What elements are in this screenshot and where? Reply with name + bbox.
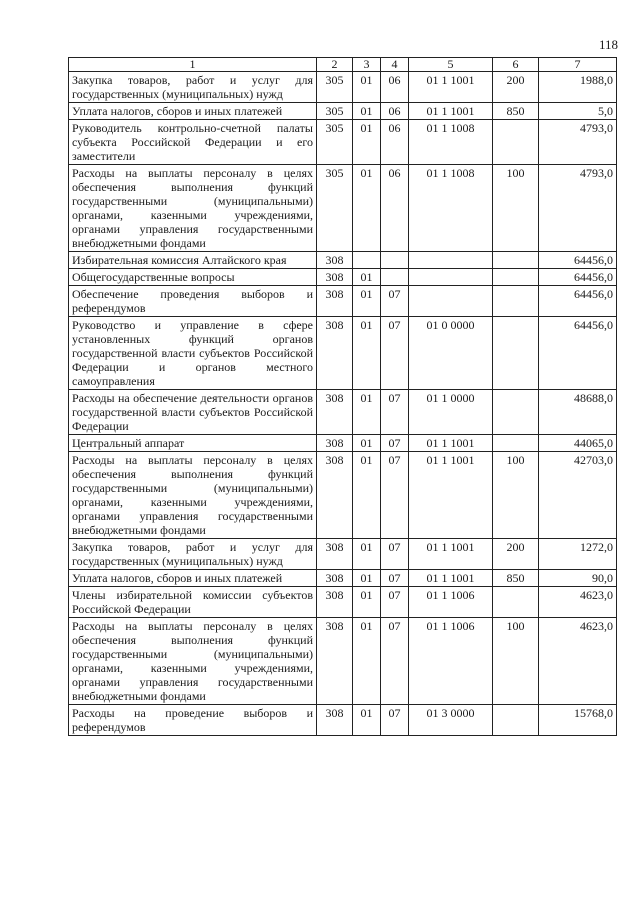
cell-expense-type	[493, 587, 539, 618]
cell-expense-type: 200	[493, 72, 539, 103]
cell-section-code: 01	[353, 120, 381, 165]
cell-amount: 64456,0	[539, 317, 617, 390]
cell-item-name: Расходы на выплаты персоналу в целях обеспечения выполнения функций государственными (муниципальными) органами, казенными учреждениями, органами управления государственными внебюджетными фондами	[69, 618, 317, 705]
cell-target-article: 01 1 0000	[409, 390, 493, 435]
cell-ministry-code: 305	[317, 103, 353, 120]
cell-target-article: 01 0 0000	[409, 317, 493, 390]
header-col-2: 2	[317, 58, 353, 72]
cell-expense-type: 850	[493, 570, 539, 587]
cell-subsection-code: 07	[381, 435, 409, 452]
cell-ministry-code: 308	[317, 618, 353, 705]
header-col-4: 4	[381, 58, 409, 72]
cell-expense-type	[493, 286, 539, 317]
cell-section-code: 01	[353, 452, 381, 539]
cell-amount: 64456,0	[539, 269, 617, 286]
cell-section-code: 01	[353, 269, 381, 286]
cell-target-article: 01 1 1001	[409, 570, 493, 587]
table-row	[69, 103, 617, 120]
cell-subsection-code: 07	[381, 539, 409, 570]
table-row	[69, 317, 617, 390]
cell-amount: 42703,0	[539, 452, 617, 539]
cell-ministry-code: 308	[317, 286, 353, 317]
cell-subsection-code: 07	[381, 587, 409, 618]
table-row	[69, 618, 617, 705]
cell-amount: 15768,0	[539, 705, 617, 736]
header-row	[69, 58, 617, 72]
budget-table	[68, 57, 617, 736]
cell-amount: 64456,0	[539, 252, 617, 269]
cell-expense-type	[493, 317, 539, 390]
cell-target-article: 01 1 1001	[409, 103, 493, 120]
cell-target-article: 01 1 1008	[409, 120, 493, 165]
cell-section-code: 01	[353, 539, 381, 570]
cell-ministry-code: 305	[317, 165, 353, 252]
header-col-3: 3	[353, 58, 381, 72]
cell-target-article	[409, 252, 493, 269]
cell-target-article: 01 1 1008	[409, 165, 493, 252]
cell-ministry-code: 305	[317, 120, 353, 165]
cell-expense-type	[493, 252, 539, 269]
cell-target-article: 01 1 1006	[409, 618, 493, 705]
cell-subsection-code: 07	[381, 705, 409, 736]
cell-section-code: 01	[353, 165, 381, 252]
cell-section-code: 01	[353, 390, 381, 435]
cell-item-name: Закупка товаров, работ и услуг для государственных (муниципальных) нужд	[69, 539, 317, 570]
cell-section-code	[353, 252, 381, 269]
cell-target-article: 01 3 0000	[409, 705, 493, 736]
table-row	[69, 120, 617, 165]
cell-target-article	[409, 286, 493, 317]
cell-amount: 44065,0	[539, 435, 617, 452]
cell-expense-type: 850	[493, 103, 539, 120]
cell-ministry-code: 308	[317, 435, 353, 452]
table-row	[69, 705, 617, 736]
cell-expense-type	[493, 120, 539, 165]
cell-amount: 1988,0	[539, 72, 617, 103]
cell-amount: 4623,0	[539, 618, 617, 705]
header-col-1: 1	[69, 58, 317, 72]
cell-ministry-code: 308	[317, 390, 353, 435]
header-col-5: 5	[409, 58, 493, 72]
cell-subsection-code: 07	[381, 618, 409, 705]
cell-ministry-code: 308	[317, 587, 353, 618]
cell-amount: 4623,0	[539, 587, 617, 618]
cell-amount: 90,0	[539, 570, 617, 587]
cell-subsection-code: 06	[381, 120, 409, 165]
cell-target-article: 01 1 1006	[409, 587, 493, 618]
cell-section-code: 01	[353, 103, 381, 120]
cell-ministry-code: 308	[317, 705, 353, 736]
table-row	[69, 286, 617, 317]
cell-item-name: Закупка товаров, работ и услуг для государственных (муниципальных) нужд	[69, 72, 317, 103]
table-row	[69, 269, 617, 286]
cell-ministry-code: 308	[317, 269, 353, 286]
cell-subsection-code	[381, 269, 409, 286]
table-row	[69, 539, 617, 570]
cell-section-code: 01	[353, 317, 381, 390]
cell-subsection-code: 07	[381, 317, 409, 390]
cell-item-name: Расходы на проведение выборов и референдумов	[69, 705, 317, 736]
cell-amount: 1272,0	[539, 539, 617, 570]
table-row	[69, 570, 617, 587]
cell-subsection-code: 06	[381, 103, 409, 120]
cell-section-code: 01	[353, 705, 381, 736]
table-row	[69, 165, 617, 252]
cell-expense-type: 100	[493, 452, 539, 539]
cell-amount: 48688,0	[539, 390, 617, 435]
cell-ministry-code: 308	[317, 539, 353, 570]
header-col-7: 7	[539, 58, 617, 72]
cell-expense-type	[493, 705, 539, 736]
cell-target-article: 01 1 1001	[409, 452, 493, 539]
cell-subsection-code: 06	[381, 165, 409, 252]
cell-amount: 5,0	[539, 103, 617, 120]
cell-expense-type: 200	[493, 539, 539, 570]
cell-section-code: 01	[353, 618, 381, 705]
cell-expense-type	[493, 390, 539, 435]
cell-section-code: 01	[353, 570, 381, 587]
cell-subsection-code: 07	[381, 452, 409, 539]
cell-item-name: Руководитель контрольно-счетной палаты субъекта Российской Федерации и его заместители	[69, 120, 317, 165]
cell-target-article: 01 1 1001	[409, 435, 493, 452]
cell-section-code: 01	[353, 435, 381, 452]
table-header	[69, 58, 617, 72]
cell-target-article	[409, 269, 493, 286]
cell-amount: 4793,0	[539, 165, 617, 252]
cell-ministry-code: 305	[317, 72, 353, 103]
cell-expense-type	[493, 435, 539, 452]
cell-item-name: Расходы на обеспечение деятельности органов государственной власти субъектов Российской Федерации	[69, 390, 317, 435]
cell-section-code: 01	[353, 72, 381, 103]
cell-item-name: Центральный аппарат	[69, 435, 317, 452]
cell-item-name: Избирательная комиссия Алтайского края	[69, 252, 317, 269]
cell-item-name: Расходы на выплаты персоналу в целях обеспечения выполнения функций государственными (муниципальными) органами, казенными учреждениями, органами управления государственными внебюджетными фондами	[69, 165, 317, 252]
cell-ministry-code: 308	[317, 317, 353, 390]
page-number: 118	[598, 37, 618, 52]
cell-item-name: Члены избирательной комиссии субъектов Российской Федерации	[69, 587, 317, 618]
table-row	[69, 587, 617, 618]
table-row	[69, 435, 617, 452]
cell-section-code: 01	[353, 286, 381, 317]
cell-ministry-code: 308	[317, 452, 353, 539]
cell-subsection-code: 07	[381, 286, 409, 317]
cell-amount: 4793,0	[539, 120, 617, 165]
cell-section-code: 01	[353, 587, 381, 618]
table-row	[69, 452, 617, 539]
cell-expense-type: 100	[493, 618, 539, 705]
cell-subsection-code	[381, 252, 409, 269]
cell-subsection-code: 07	[381, 390, 409, 435]
cell-item-name: Общегосударственные вопросы	[69, 269, 317, 286]
cell-item-name: Обеспечение проведения выборов и референдумов	[69, 286, 317, 317]
cell-item-name: Уплата налогов, сборов и иных платежей	[69, 570, 317, 587]
table-row	[69, 72, 617, 103]
cell-subsection-code: 06	[381, 72, 409, 103]
cell-target-article: 01 1 1001	[409, 72, 493, 103]
cell-item-name: Уплата налогов, сборов и иных платежей	[69, 103, 317, 120]
cell-expense-type	[493, 269, 539, 286]
table-body	[69, 72, 617, 736]
cell-ministry-code: 308	[317, 252, 353, 269]
cell-ministry-code: 308	[317, 570, 353, 587]
header-col-6: 6	[493, 58, 539, 72]
cell-amount: 64456,0	[539, 286, 617, 317]
cell-target-article: 01 1 1001	[409, 539, 493, 570]
table-row	[69, 252, 617, 269]
cell-expense-type: 100	[493, 165, 539, 252]
cell-item-name: Расходы на выплаты персоналу в целях обеспечения выполнения функций государственными (муниципальными) органами, казенными учреждениями, органами управления государственными внебюджетными фондами	[69, 452, 317, 539]
cell-subsection-code: 07	[381, 570, 409, 587]
table-row	[69, 390, 617, 435]
cell-item-name: Руководство и управление в сфере установленных функций органов государственной власти субъектов Российской Федерации и органов местного самоуправления	[69, 317, 317, 390]
